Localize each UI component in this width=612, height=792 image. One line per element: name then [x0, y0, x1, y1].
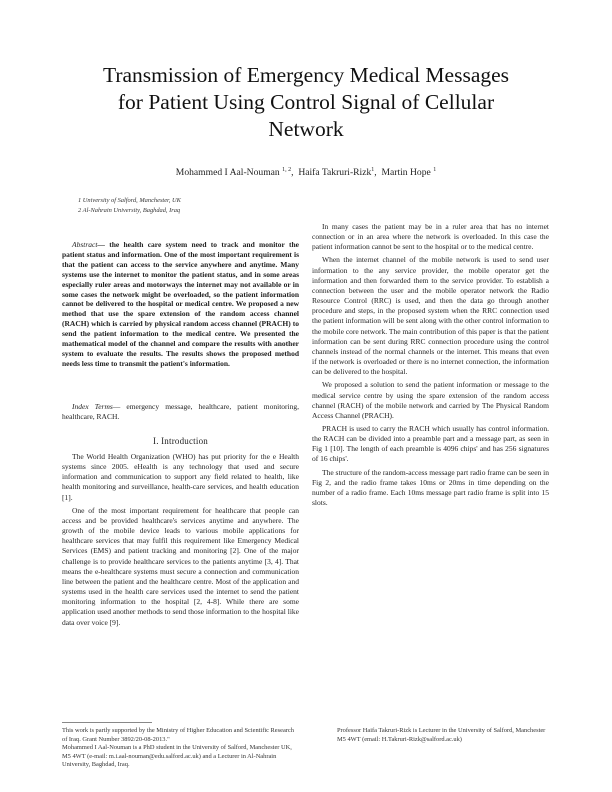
footnote-divider: [62, 722, 152, 723]
paragraph: In many cases the patient may be in a ruler area that has no internet connection or in an area where the network is overloaded. In this case the patient information cannot be sent to the hospital or to the medical centre.: [312, 222, 549, 252]
title-line: Network: [268, 117, 344, 141]
paragraph: The structure of the random-access message part radio frame can be seen in Fig 2, and the radio frame takes 10ms or 20ms in time depending on the number of a radio frame. Each 10ms message part radio frame is split into 15 slots.: [312, 467, 549, 508]
author-name: Mohammed I Aal-Nouman: [175, 167, 280, 179]
author-list: Mohammed I Aal-Nouman $^{1, 2}$, Haifa Takruri-Rizk$^1$, Martin Hope $^1$: [175, 167, 437, 179]
index-terms-label: Index Terms: [72, 402, 113, 411]
affiliation: 1 University of Salford, Manchester, UK: [78, 197, 181, 204]
author-affiliation-mark: 1: [371, 167, 375, 173]
affiliation: 2 Al-Nahrain University, Baghdad, Iraq: [78, 207, 181, 214]
paragraph: We proposed a solution to send the patient information or message to the medical service centre by using the spare extension of the random access channel (RACH) of the mobile network and carried by The Physical Random Access Channel (PRACH).: [312, 380, 549, 420]
author-name: Martin Hope: [381, 167, 431, 179]
footnote: Mohammed I Aal-Nouman is a PhD student in the University of Salford, Manchester UK, M5 4WT (e-mail: m.i.aal-nouman@edu.salford.ac.uk) and a Lecturer in Al-Nahrain University, Baghdad, Iraq.: [62, 744, 292, 769]
index-terms-text: — emergency message, healthcare, patient monitoring, healthcare, RACH.: [62, 402, 299, 421]
abstract-label: Abstract: [72, 240, 98, 249]
footnote-right: Professor Haifa Takruri-Rizk is Lecturer in the University of Salford, Manchester M5 4WT (email: H.Takruri-Rizk@salford.ac.uk): [337, 727, 546, 743]
paper-title: [60, 62, 552, 143]
footnote: This work is partly supported by the Ministry of Higher Education and Scientific Research of Iraq. Grant Number 3892/20-08-2013.": [62, 727, 294, 743]
paragraph: When the internet channel of the mobile network is used to send user information to the any service provider, the mobile operator get the information and then forwarded them to the service provider. To establish a connection between the user and the mobile operator network the Radio Resource Control (RRC) is used, and then the data go through another procedure and steps, in the proposed system when the RRC connection used the patient information will be sent along with the other control information to the mobile core network. The main contribution of this paper is that the patient information can be sent during RRC connection procedure using the control channels instead of the normal channels or the internet. This means that even if the network is overloaded or there is no internet connection, the information can be delivered to the hospital.: [312, 255, 549, 377]
index-terms: [62, 402, 299, 425]
title-line: Transmission of Emergency Medical Messages: [102, 63, 510, 87]
title-line: for Patient Using Control Signal of Cellular: [117, 90, 495, 114]
author-name: Haifa Takruri-Rizk: [298, 167, 372, 179]
introduction-body: [62, 452, 299, 631]
author-affiliation-mark: 1: [433, 167, 437, 173]
abstract: [62, 240, 299, 372]
author-affiliation-mark: 1, 2: [282, 167, 292, 173]
footnote-left: [62, 727, 299, 770]
paragraph: The World Health Organization (WHO) has put priority for the e Health systems since 2005. eHealth is any technology that used and secure information and communication to support any field related to health, like health monitoring and surveillance, health-care services, and health education [1].: [62, 452, 299, 502]
paragraph: One of the most important requirement for healthcare that people can access and be provided healthcare's services anytime and anywhere. The growth of the mobile device leads to various mobile applications for healthcare services that may fulfil this requirement like Emergency Medical Services (EMS) and patient tracking and monitoring [2]. One of the major challenge is to provide healthcare services to the patients anytime [3, 4]. That means the e-healthcare systems must secure a connection and communication line between the patient and the healthcare centre. Most of the application and systems used in the health care services used the internet to send the patient monitoring information to the hospital [2, 4-8]. While there are some application used another methods to send those information to the hospital like data over voice [9].: [62, 505, 299, 627]
section-heading: I. Introduction: [153, 436, 208, 446]
right-column-body: [312, 222, 549, 511]
paragraph: PRACH is used to carry the RACH which usually has control information. the RACH can be divided into a preamble part and a message part, as seen in Fig 1 [10]. The length of each preamble is 4096 chips' and has 256 signatures of 16 chips'.: [312, 423, 549, 464]
abstract-text: — the health care system need to track and monitor the patient status and information. One of the most important requirement is that the patient can access to the service anywhere and anytime. Many systems use the internet to monitor the patient status, and in some areas especially ruler areas and motorways the internet may not available or in some cases the network might be overloaded, so the patient information cannot be delivered to the hospital or medical centre. We proposed a new method that use the spare extension of the random access channel (RACH) which is carried by physical random access channel (PRACH) to send the patient information to the medical centre. We presented the mathematical model of the channel and compare the results with another system to evaluate the results. The results shows the proposed method needs less time to transmit the patient's information.: [62, 240, 299, 368]
